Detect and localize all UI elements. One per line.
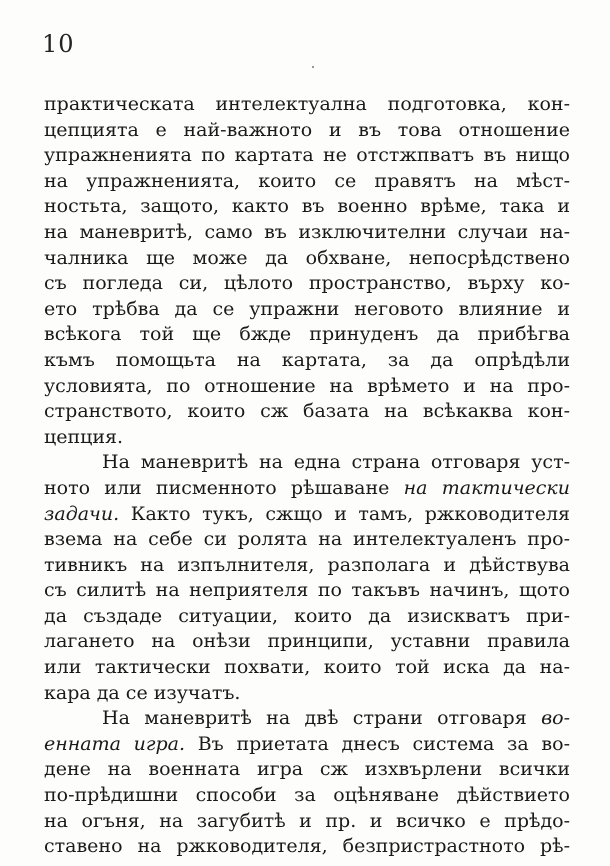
text-line: или тактически похвати, които той иска да на- xyxy=(44,656,570,679)
text-line xyxy=(44,732,570,758)
text-line: взема на себе си ролята на интелектуаленъ про- xyxy=(44,528,570,551)
italic-term: на тактически xyxy=(403,476,570,499)
text-line: на маневритѣ, само въ изключителни случаи на- xyxy=(44,220,570,243)
text-line: странството, които сж базата на всѣкаква кон- xyxy=(44,400,570,423)
text-line: всѣкога той ще бжде принуденъ да прибѣгва xyxy=(44,323,570,346)
text-line: по-прѣдишни способи за оцѣняване дѣйствието xyxy=(44,784,570,807)
paragraph-first-line: На маневритѣ на една страна отговаря уст- xyxy=(102,451,570,474)
text-line: чалника ще може да обхване, непосрѣдствено xyxy=(44,246,570,269)
print-speck xyxy=(312,66,314,68)
text-line: ставено на ржководителя, безпристрастното рѣ- xyxy=(44,835,570,858)
paragraph-first-line xyxy=(44,706,570,732)
text-line: ето трѣбва да се упражни неговото влияние и xyxy=(44,297,570,320)
text-segment: Въ приетата днесъ система за во- xyxy=(197,732,570,755)
text-line: на упражненията, които се правятъ на мѣст- xyxy=(44,169,570,192)
text-line: условията, по отношение на врѣмето и на про- xyxy=(44,374,570,397)
text-line: на огъня, на загубитѣ и пр. и всичко е прѣдо- xyxy=(44,809,570,832)
text-line: лагането на онѣзи принципи, уставни правила xyxy=(44,630,570,653)
text-line: практическата интелектуална подготовка, кон- xyxy=(44,93,570,115)
text-segment: На маневритѣ на двѣ страни отговаря xyxy=(102,707,527,730)
text-line: съ силитѣ на неприятеля по такъвъ начинъ, щото xyxy=(44,579,570,602)
text-line: дене на военната игра сж изхвърлени всички xyxy=(44,758,570,781)
text-line: съ погледа си, цѣлото пространство, върху ко- xyxy=(44,272,570,295)
text-line xyxy=(44,476,570,502)
text-line: цепция. xyxy=(44,425,124,448)
text-line xyxy=(44,502,570,528)
text-line: упражненията по картата не отстжпватъ въ нищо xyxy=(44,144,570,167)
body-text xyxy=(44,92,570,860)
italic-term: енната игра. xyxy=(44,732,186,755)
text-line: къмъ помощьта на картата, за да опрѣдѣли xyxy=(44,348,570,371)
text-segment: ното или писменното рѣшаване xyxy=(44,476,390,499)
text-line: цепцията е най-важното и въ това отношение xyxy=(44,118,570,141)
text-line: да създаде ситуации, които да изискватъ при- xyxy=(44,604,570,627)
text-line: кара да се изучатъ. xyxy=(44,681,241,704)
text-line: тивникъ на изпълнителя, разполага и дѣйствува xyxy=(44,553,570,576)
italic-term: задачи. xyxy=(44,502,120,525)
page-number: 10 xyxy=(42,30,75,58)
text-segment: Както тукъ, сжщо и тамъ, ржководителя xyxy=(130,502,570,525)
italic-term: во- xyxy=(541,707,570,730)
text-line: ностьта, защото, както въ военно врѣме, така и xyxy=(44,195,570,218)
